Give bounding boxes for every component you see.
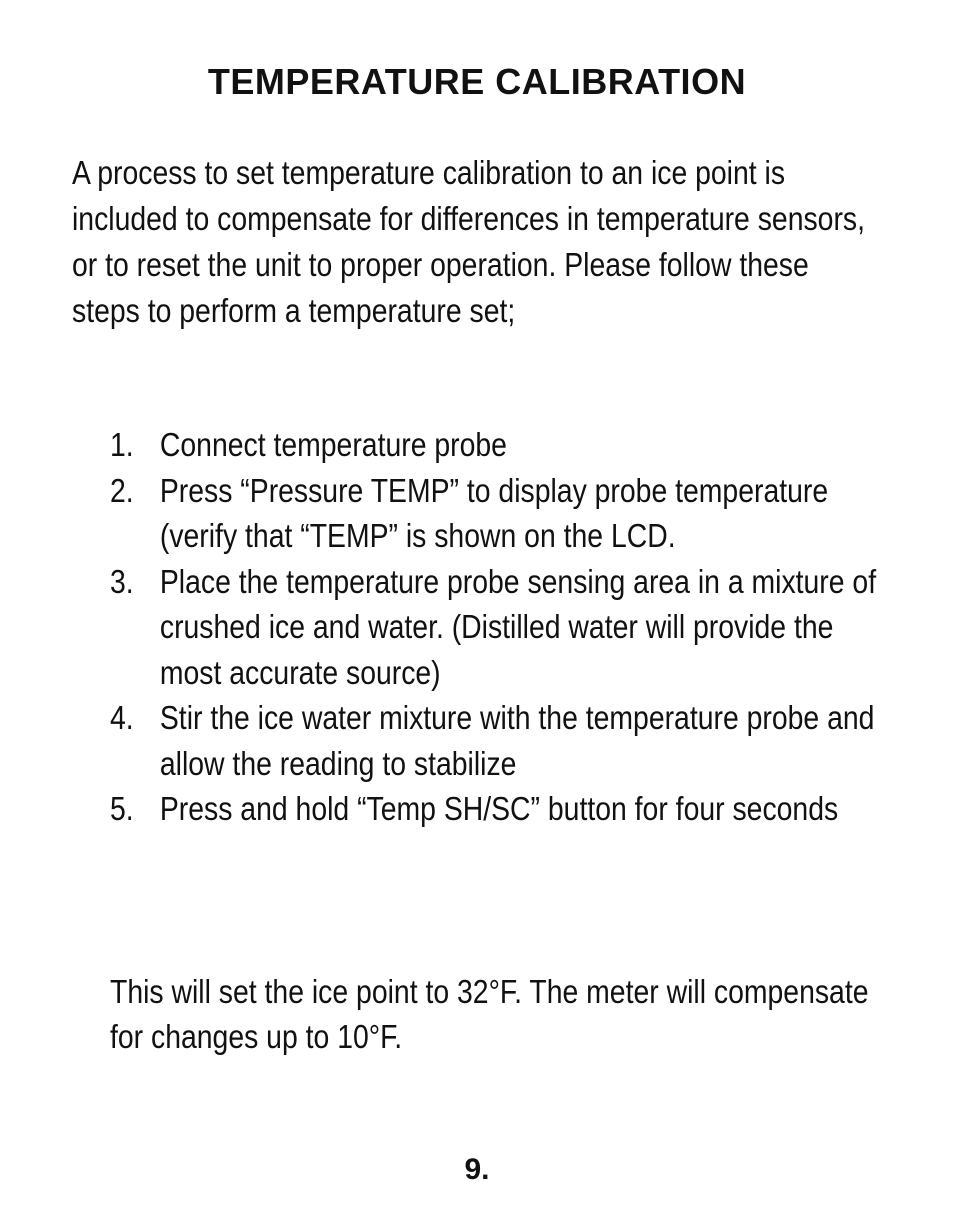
- step-number: 2.: [110, 471, 134, 509]
- step-text: Connect temperature probe: [159, 426, 507, 463]
- list-item-step-2: [110, 468, 891, 559]
- list-item-step-1: [110, 422, 891, 468]
- step-text: Press “Pressure TEMP” to display probe temperature (verify that “TEMP” is shown on the LCD.: [159, 471, 829, 554]
- step-number: 3.: [110, 562, 134, 600]
- list-item-step-5: [110, 786, 891, 832]
- step-text: Place the temperature probe sensing area in a mixture of crushed ice and water. (Distilled water will provide the most accurate source): [159, 562, 877, 691]
- page-title: TEMPERATURE CALIBRATION: [207, 61, 747, 102]
- page-number: 9.: [464, 1153, 490, 1186]
- intro-paragraph: A process to set temperature calibration to an ice point is included to compensate for differences in temperature sensors, or to reset the unit to proper operation. Please follow these steps to perform a temperature set;: [72, 154, 865, 329]
- step-number: 1.: [110, 426, 134, 463]
- step-text: Stir the ice water mixture with the temperature probe and allow the reading to stabilize: [159, 699, 875, 782]
- list-item-step-4: [110, 695, 891, 786]
- closing-paragraph: This will set the ice point to 32°F. The meter will compensate for changes up to 10°F.: [110, 973, 869, 1055]
- step-text: Press and hold “Temp SH/SC” button for four seconds: [159, 790, 839, 827]
- step-number: 4.: [110, 699, 134, 736]
- list-item-step-3: [110, 559, 891, 696]
- step-number: 5.: [110, 790, 134, 827]
- calibration-steps-list: [110, 422, 884, 832]
